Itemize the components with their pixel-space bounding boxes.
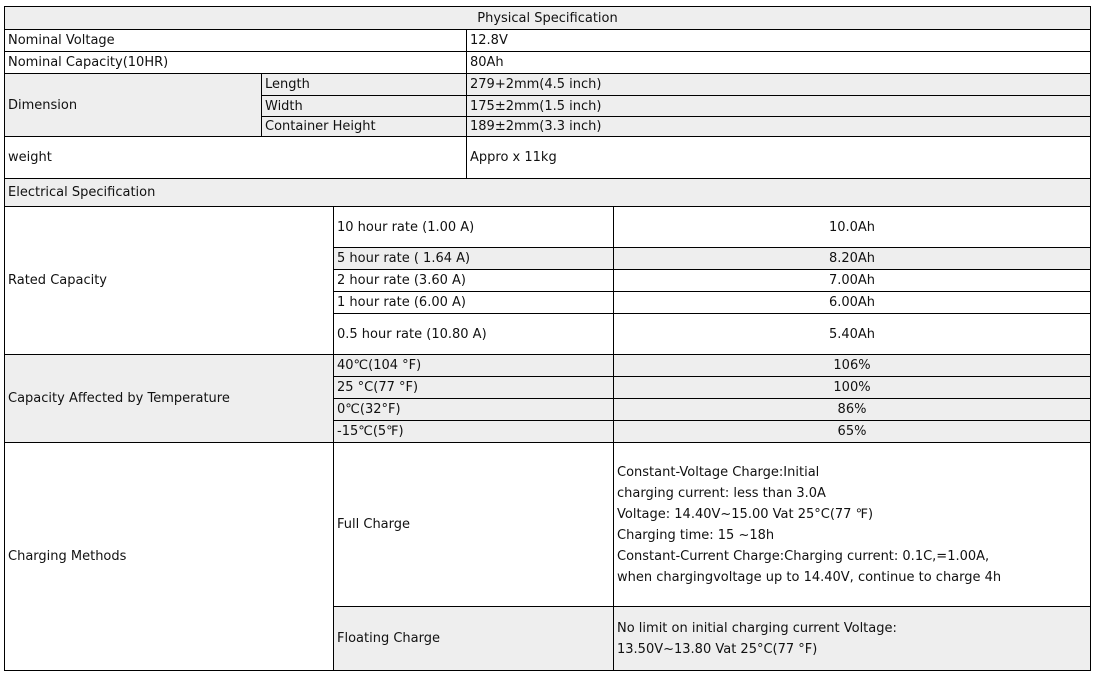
physical-spec-header: Physical Specification [5,7,1091,30]
dimension-length-label: Length [262,74,467,96]
rated-capacity-value: 7.00Ah [614,270,1091,292]
floating-charge-label: Floating Charge [334,607,614,671]
nominal-capacity-value: 80Ah [467,52,1091,74]
rated-capacity-rate: 1 hour rate (6.00 A) [334,292,614,314]
full-charge-line: Voltage: 14.40V~15.00 Vat 25°C(77 ℉) [617,506,874,522]
nominal-voltage-label: Nominal Voltage [5,30,467,52]
rated-capacity-value: 10.0Ah [614,207,1091,248]
rated-capacity-value: 5.40Ah [614,314,1091,355]
rated-capacity-value: 6.00Ah [614,292,1091,314]
temperature-condition: 0℃(32°F) [334,399,614,421]
charging-methods-label: Charging Methods [5,443,334,671]
dimension-height-label: Container Height [262,117,467,137]
temperature-condition: -15℃(5℉) [334,421,614,443]
dimension-length-value: 279+2mm(4.5 inch) [467,74,1091,96]
temperature-label: Capacity Affected by Temperature [5,355,334,443]
rated-capacity-rate: 0.5 hour rate (10.80 A) [334,314,614,355]
nominal-capacity-label: Nominal Capacity(10HR) [5,52,467,74]
full-charge-line: Charging time: 15 ~18h [617,527,775,543]
floating-charge-line: No limit on initial charging current Voltage: [617,620,897,636]
floating-charge-line: 13.50V~13.80 Vat 25°C(77 °F) [617,641,818,657]
rated-capacity-label: Rated Capacity [5,207,334,355]
temperature-condition: 40℃(104 °F) [334,355,614,377]
full-charge-line: charging current: less than 3.0A [617,485,826,501]
temperature-value: 106% [614,355,1091,377]
dimension-width-value: 175±2mm(1.5 inch) [467,96,1091,117]
full-charge-line: Constant-Current Charge:Charging current: 0.1C,=1.00A, [617,548,990,564]
temperature-condition: 25 °C(77 °F) [334,377,614,399]
full-charge-line: when chargingvoltage up to 14.40V, continue to charge 4h [617,569,1002,585]
full-charge-description [614,443,1091,607]
rated-capacity-rate: 10 hour rate (1.00 A) [334,207,614,248]
temperature-value: 100% [614,377,1091,399]
floating-charge-description [614,607,1091,671]
nominal-voltage-value: 12.8V [467,30,1091,52]
rated-capacity-value: 8.20Ah [614,248,1091,270]
rated-capacity-rate: 2 hour rate (3.60 A) [334,270,614,292]
temperature-value: 65% [614,421,1091,443]
dimension-height-value: 189±2mm(3.3 inch) [467,117,1091,137]
weight-label: weight [5,137,467,179]
dimension-label: Dimension [5,74,262,137]
weight-value: Appro x 11kg [467,137,1091,179]
temperature-value: 86% [614,399,1091,421]
electrical-spec-header: Electrical Specification [5,179,1091,207]
dimension-width-label: Width [262,96,467,117]
full-charge-label: Full Charge [334,443,614,607]
rated-capacity-rate: 5 hour rate ( 1.64 A) [334,248,614,270]
full-charge-line: Constant-Voltage Charge:Initial [617,464,820,480]
